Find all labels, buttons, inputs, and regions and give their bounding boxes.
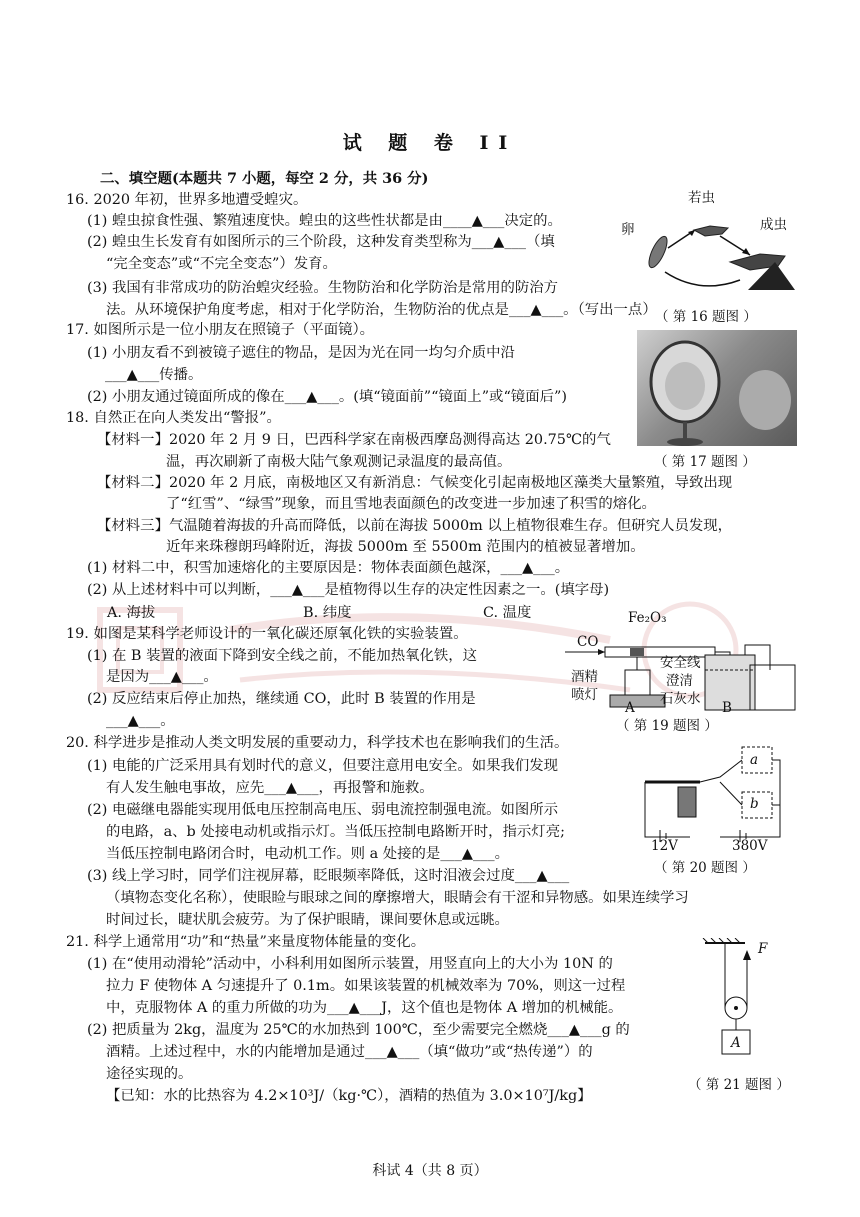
q21-part2: (2) 把质量为 2kg，温度为 25℃的水加热到 100℃，至少需要完全燃烧___▲___g 的: [87, 1022, 630, 1038]
fig19-caption: （ 第 19 题图 ）: [616, 718, 718, 734]
q18-material3: 【材料三】气温随着海拔的升高而降低，以前在海拔 5000m 以上植物很难生存。但研究人员发现，: [97, 518, 733, 534]
q18-part2: (2) 从上述材料中可以判断，___▲___是植物得以生存的决定性因素之一。(填字母): [87, 582, 610, 598]
fig20-380v-label: 380V: [732, 838, 768, 854]
q17-part1-cont: ___▲___传播。: [105, 367, 203, 383]
fig21-caption: （ 第 21 题图 ）: [688, 1077, 790, 1093]
q18-material2-cont: 了“红雪”、“绿雪”现象，而且雪地表面颜色的改变进一步加速了积雪的熔化。: [166, 496, 656, 512]
fig19-fe2o3-label: Fe₂O₃: [628, 610, 667, 626]
page-footer: 科试 4（共 8 页）: [372, 1163, 488, 1179]
q19-part1-cont: 是因为___▲___。: [106, 669, 218, 685]
fig19-co-label: CO: [577, 634, 599, 650]
fig20-caption: （ 第 20 题图 ）: [654, 860, 756, 876]
q21-part2-cont1: 酒精。上述过程中，水的内能增加是通过___▲___（填“做功”或“热传递”）的: [106, 1044, 593, 1060]
q20-part2-cont1: 的电路，a、b 处接电动机或指示灯。当低压控制电路断开时，指示灯亮;: [106, 824, 565, 840]
fig16-nymph-label: 若虫: [688, 190, 715, 206]
q20-part2-cont2: 当低压控制电路闭合时，电动机工作。则 a 处接的是___▲___。: [106, 846, 509, 862]
q17-part2: (2) 小朋友通过镜面所成的像在___▲___。(填“镜面前”“镜面上”或“镜面后”): [87, 389, 567, 405]
q18-material2: 【材料二】2020 年 2 月底，南极地区又有新消息：气候变化引起南极地区藻类大量繁殖，导致出现: [97, 475, 733, 491]
q20-stem: 20. 科学进步是推动人类文明发展的重要动力，科学技术也在影响我们的生活。: [66, 735, 569, 751]
relay-circuit-figure: [630, 742, 790, 842]
q21-part1-cont1: 拉力 F 使物体 A 匀速提升了 0.1m。如果该装置的机械效率为 70%，则这一过程: [106, 978, 626, 994]
q16-part3: (3) 我国有非常成功的防治蝗灾经验。生物防治和化学防治是常用的防治方: [87, 280, 559, 296]
fig21-force-label: F: [758, 941, 768, 957]
fig20-a-label: a: [750, 752, 759, 768]
q16-stem: 16. 2020 年初，世界多地遭受蝗灾。: [66, 192, 308, 208]
q21-stem: 21. 科学上通常用“功”和“热量”来量度物体能量的变化。: [66, 934, 426, 950]
q21-part1: (1) 在“使用动滑轮”活动中，小科利用如图所示装置，用竖直向上的大小为 10N 的: [87, 956, 613, 972]
fig20-12v-label: 12V: [651, 838, 678, 854]
q21-part1-cont2: 中，克服物体 A 的重力所做的功为___▲___J，这个值也是物体 A 增加的机械能。: [106, 1000, 623, 1016]
q18-option-b: B. 纬度: [303, 605, 352, 621]
q18-material3-cont: 近年来珠穆朗玛峰附近，海拔 5000m 至 5500m 范围内的植被显著增加。: [166, 539, 645, 555]
q19-part2: (2) 反应结束后停止加热，继续通 CO，此时 B 装置的作用是: [87, 691, 476, 707]
fig16-caption: （ 第 16 题图 ）: [655, 309, 757, 325]
q18-material1: 【材料一】2020 年 2 月 9 日，巴西科学家在南极西摩岛测得高达 20.75℃的气: [97, 432, 611, 448]
q16-part1: (1) 蝗虫掠食性强、繁殖速度快。蝗虫的这些性状都是由____▲___决定的。: [87, 213, 562, 229]
q21-part2-cont2: 途径实现的。: [106, 1066, 193, 1082]
q20-part1-cont: 有人发生触电事故，应先___▲___，再报警和施救。: [106, 780, 434, 796]
fig16-egg-label: 卵: [621, 222, 635, 238]
fig19-safety-line-label: 安全线: [660, 655, 701, 671]
q18-material1-cont: 温，再次刷新了南极大陆气象观测记录温度的最高值。: [166, 454, 512, 470]
q20-part3: (3) 线上学习时，同学们注视屏幕，眨眼频率降低，这时泪液会过度___▲___: [87, 868, 570, 884]
fig19-b-label: B: [722, 700, 732, 716]
fig19-clear-label: 澄清: [666, 673, 693, 689]
q18-option-a: A. 海拔: [107, 605, 156, 621]
fig19-a-label: A: [625, 700, 635, 716]
fig16-adult-label: 成虫: [760, 217, 787, 233]
q16-part2-cont: “完全变态”或“不完全变态”）发育。: [106, 256, 337, 272]
q18-part1: (1) 材料二中，积雪加速熔化的主要原因是：物体表面颜色越深，___▲___。: [87, 560, 570, 576]
mirror-photo: [637, 330, 797, 446]
fig17-caption: （ 第 17 题图 ）: [654, 454, 756, 470]
fig20-b-label: b: [750, 796, 759, 812]
fig19-lamp-label-1: 酒精: [571, 669, 598, 685]
fig19-lamp-label-2: 喷灯: [571, 687, 598, 703]
page-title: 试 题 卷 II: [342, 132, 518, 154]
q20-part3-cont1: （填物态变化名称），使眼睑与眼球之间的摩擦增大，眼睛会有干涩和异物感。如果连续学习: [106, 890, 689, 906]
q19-part1: (1) 在 B 装置的液面下降到安全线之前，不能加热氧化铁，这: [87, 648, 478, 664]
q20-part3-cont2: 时间过长，睫状肌会疲劳。为了保护眼睛，课间要休息或远眺。: [106, 912, 509, 928]
fig21-block-label: A: [731, 1035, 741, 1051]
q19-stem: 19. 如图是某科学老师设计的一氧化碳还原氧化铁的实验装置。: [66, 626, 468, 642]
q18-option-c: C. 温度: [483, 605, 532, 621]
q21-given-data: 【已知：水的比热容为 4.2×10³J/（kg·℃），酒精的热值为 3.0×10⁷J/kg】: [106, 1088, 592, 1104]
q18-stem: 18. 自然正在向人类发出“警报”。: [66, 410, 281, 426]
q20-part2: (2) 电磁继电器能实现用低电压控制高电压、弱电流控制强电流。如图所示: [87, 802, 559, 818]
q17-part1: (1) 小朋友看不到被镜子遮住的物品，是因为光在同一均匀介质中沿: [87, 345, 515, 361]
q16-part2: (2) 蝗虫生长发育有如图所示的三个阶段，这种发育类型称为___▲___（填: [87, 234, 555, 250]
q16-part3-cont: 法。从环境保护角度考虑，相对于化学防治，生物防治的优点是___▲___。（写出一点）: [106, 302, 657, 318]
q20-part1: (1) 电能的广泛采用具有划时代的意义，但要注意用电安全。如果我们发现: [87, 758, 559, 774]
section-heading: 二、填空题(本题共 7 小题，每空 2 分，共 36 分): [100, 170, 429, 187]
q17-stem: 17. 如图所示是一位小朋友在照镜子（平面镜）。: [66, 322, 375, 338]
q19-part2-cont: ___▲___。: [106, 713, 175, 729]
fig19-limewater-label: 石灰水: [660, 691, 701, 707]
